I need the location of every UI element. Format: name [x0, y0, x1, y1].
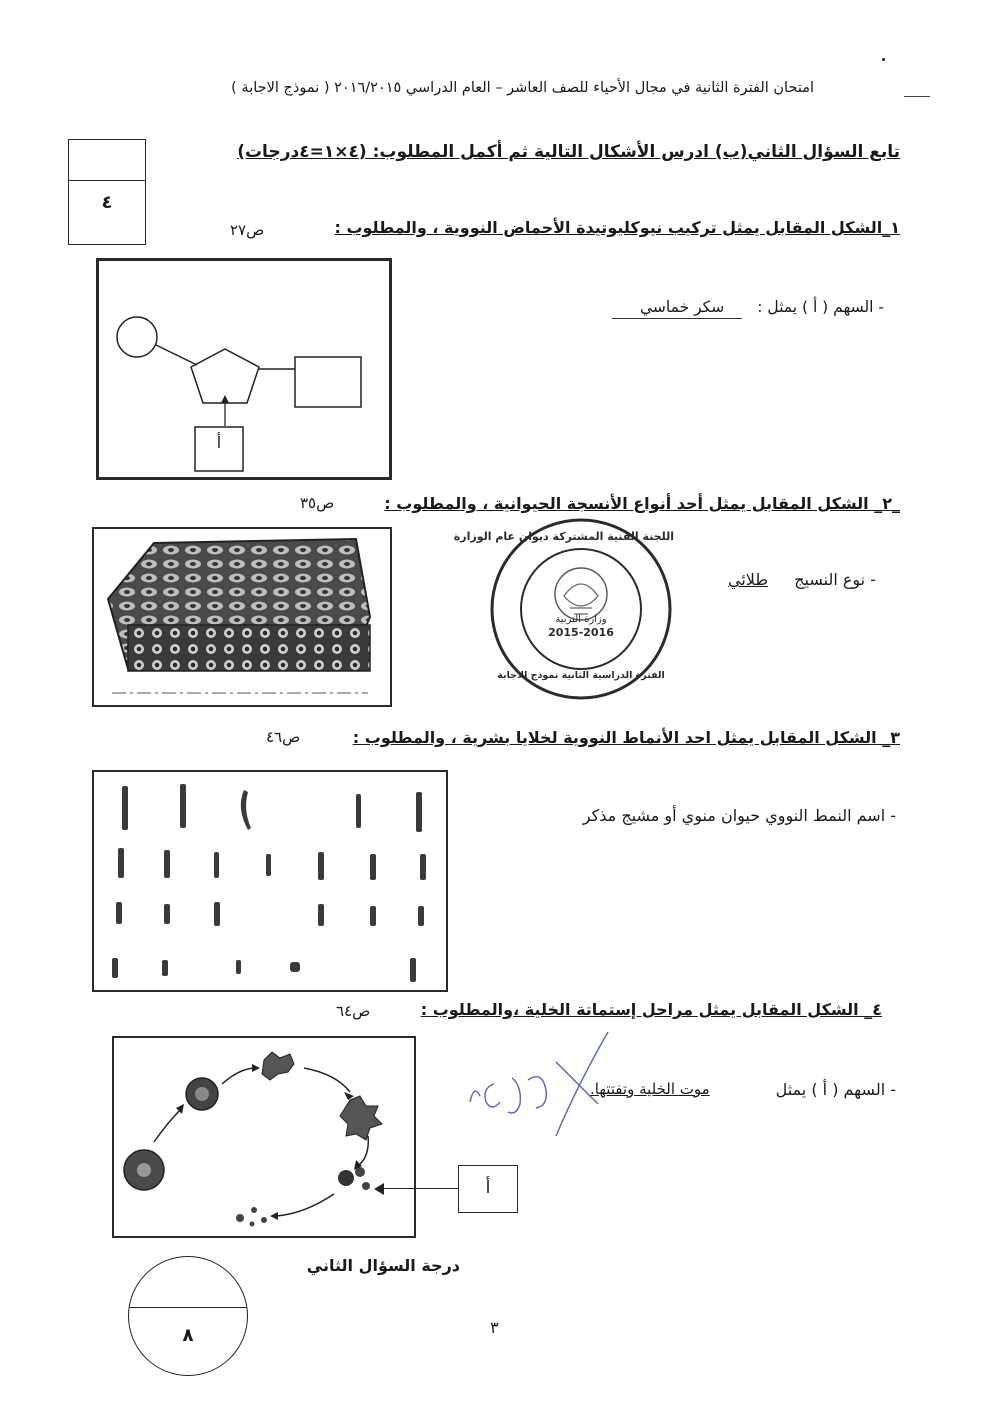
- total-score-value: ٨: [182, 1325, 194, 1346]
- handwritten-mark: [458, 1024, 618, 1144]
- sugar-pentagon: [191, 349, 259, 403]
- question-heading: تابع السؤال الثاني(ب) ادرس الأشكال التالية ثم أكمل المطلوب: (٤×١=٤درجات): [237, 142, 900, 162]
- arrow-a-head: [221, 395, 229, 403]
- item-3-page-ref: ص٤٦: [266, 728, 301, 746]
- exam-title: امتحان الفترة الثانية في مجال الأحياء للصف العاشر – العام الدراسي ٢٠١٦/٢٠١٥ ( نموذج الاجابة ): [231, 80, 814, 96]
- stamp-lower-text: الفترة الدراسية الثانية نموذج الاجابة: [497, 670, 665, 681]
- tissue-basal-layer: [128, 625, 370, 671]
- item-1-figure-label: أ: [216, 433, 222, 452]
- arrow-a-line: [380, 1188, 460, 1189]
- item-4-page-ref: ص٦٤: [336, 1002, 371, 1020]
- item-1-heading: ١_الشكل المقابل يمثل تركيب نيوكليوتيدة الأحماض النووية ، والمطلوب :: [334, 218, 900, 237]
- karyotype-drawing: [94, 772, 446, 990]
- total-score-divider: [129, 1307, 247, 1308]
- nucleotide-figure: [96, 258, 392, 480]
- official-stamp: [453, 516, 674, 702]
- item-3-prompt: - اسم النمط النووي حيوان منوي أو مشيج مذكر: [582, 806, 896, 825]
- total-score-label: درجة السؤال الثاني: [306, 1256, 460, 1275]
- item-4-answer: موت الخلية وتفتتها.: [590, 1080, 710, 1098]
- karyotype-figure: [92, 770, 448, 992]
- apoptosis-figure: [112, 1036, 416, 1238]
- item-2-heading: _٢_ الشكل المقابل يمثل أحد أنواع الأنسجة الحيوانية ، والمطلوب :: [384, 494, 900, 513]
- stamp-outer-text: اللجنة الفنية المشتركة ديوان عام الوزارة: [453, 530, 674, 543]
- nucleotide-diagram: [99, 261, 389, 477]
- arrow-a-head: [374, 1183, 384, 1195]
- bond-line: [156, 345, 197, 365]
- item-2-prompt: - نوع النسيج: [794, 570, 876, 589]
- item-4-prompt: - السهم ( أ ) يمثل: [775, 1080, 896, 1099]
- answer-line: [612, 318, 742, 319]
- stamp-inner-text: وزارة التربية: [555, 614, 607, 625]
- apoptosis-drawing: [114, 1038, 414, 1236]
- phosphate-circle: [117, 317, 157, 357]
- speck-mark: [882, 58, 885, 61]
- total-score-circle: [128, 1256, 248, 1376]
- item-2-page-ref: ص٣٥: [300, 494, 335, 512]
- item-1-prompt: - السهم ( أ ) يمثل :: [757, 298, 884, 316]
- speck-mark: [904, 96, 930, 97]
- score-box-divider: [69, 180, 145, 181]
- page-number: ٣: [490, 1318, 499, 1337]
- item-1-answer: سكر خماسي: [640, 298, 725, 316]
- tissue-figure: [92, 527, 392, 707]
- score-box-value: ٤: [101, 192, 113, 213]
- item-1-page-ref: ص٢٧: [230, 221, 265, 239]
- label-a-box: [458, 1165, 518, 1213]
- item-2-answer: طلائي: [728, 570, 769, 589]
- item-3-heading: ٣_ الشكل المقابل يمثل احد الأنماط النووية لخلايا بشرية ، والمطلوب :: [352, 728, 900, 747]
- epithelial-tissue-drawing: [94, 529, 390, 705]
- stamp-year: 2015-2016: [548, 626, 614, 639]
- item-4-heading: ٤_ الشكل المقابل يمثل مراحل إستماتة الخلية ،والمطلوب :: [420, 1000, 882, 1019]
- base-square: [295, 357, 361, 407]
- item-4-figure-label: أ: [485, 1178, 491, 1198]
- score-box: [68, 139, 146, 245]
